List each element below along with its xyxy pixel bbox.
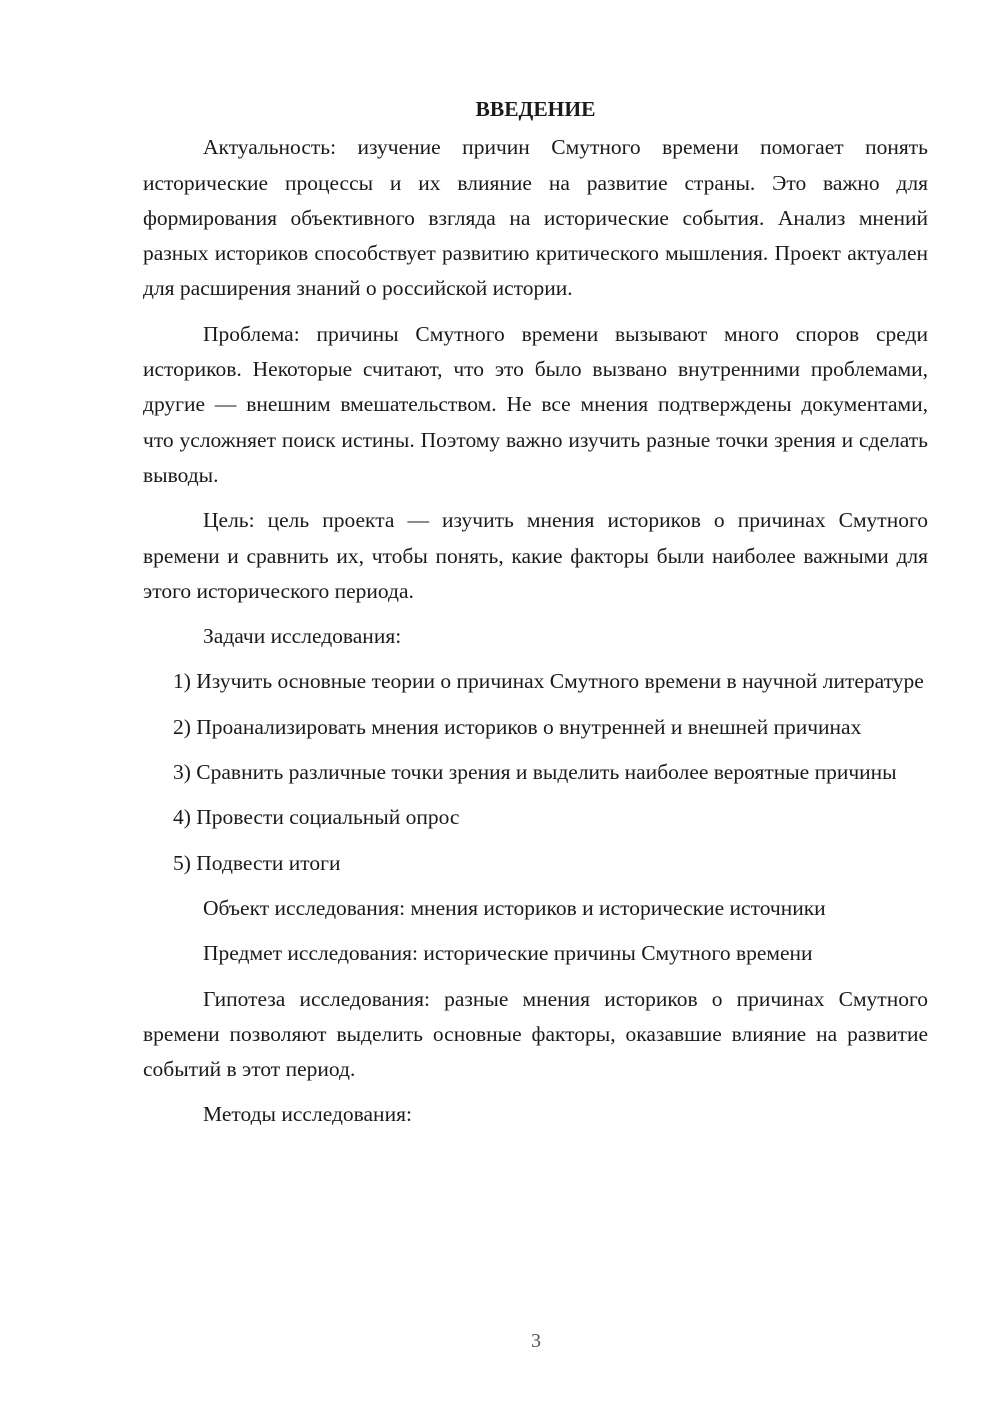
list-item: 3) Сравнить различные точки зрения и выделить наиболее вероятные причины [173, 760, 897, 785]
subject-paragraph: Предмет исследования: исторические причины Смутного времени [203, 941, 813, 966]
relevance-paragraph: Актуальность: изучение причин Смутного времени помогает понять исторические процессы и их влияние на развитие страны. Это важно для формирования объективного взгляда на исторические события. Анализ мнений разных историков способствует развитию критического мышления. Проект актуален для расширения знаний о российской истории. [143, 135, 928, 301]
tasks-list [143, 664, 928, 880]
goal-paragraph: Цель: цель проекта — изучить мнения историков о причинах Смутного времени и сравнить их, чтобы понять, какие факторы были наиболее важными для этого исторического периода. [143, 508, 928, 603]
list-item: 5) Подвести итоги [173, 850, 341, 875]
list-item: 2) Проанализировать мнения историков о внутренней и внешней причинах [173, 714, 862, 739]
hypothesis-paragraph: Гипотеза исследования: разные мнения историков о причинах Смутного времени позволяют выделить основные факторы, оказавшие влияние на развитие событий в этот период. [143, 986, 928, 1082]
document-page [143, 92, 928, 1143]
page-number: 3 [531, 1330, 541, 1352]
object-paragraph: Объект исследования: мнения историков и исторические источники [203, 895, 826, 920]
problem-paragraph: Проблема: причины Смутного времени вызывают много споров среди историков. Некоторые считают, что это было вызвано внутренними проблемами, другие — внешним вмешательством. Не все мнения подтверждены документами, что усложняет поиск истины. Поэтому важно изучить разные точки зрения и сделать выводы. [143, 321, 928, 487]
list-item: 1) Изучить основные теории о причинах Смутного времени в научной литературе [173, 669, 924, 694]
list-item: 4) Провести социальный опрос [173, 805, 460, 830]
section-title: ВВЕДЕНИЕ [475, 97, 596, 121]
tasks-heading: Задачи исследования: [203, 624, 402, 649]
methods-heading: Методы исследования: [203, 1102, 412, 1127]
